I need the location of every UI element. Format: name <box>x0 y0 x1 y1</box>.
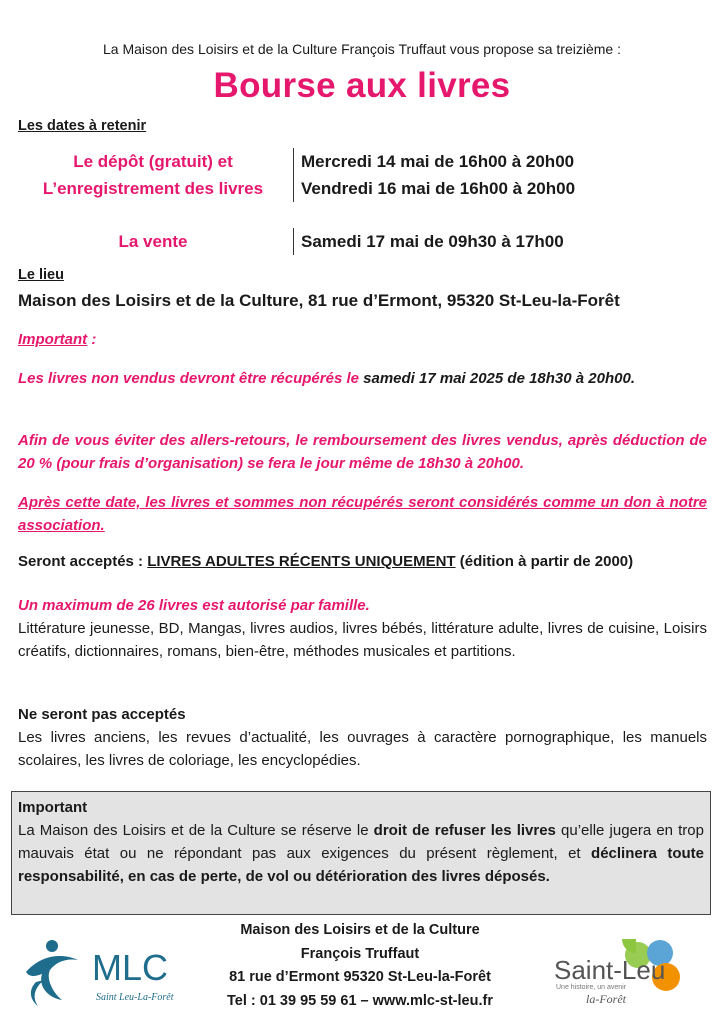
important-p1-date: samedi 17 mai 2025 de 18h30 à 20h00. <box>363 370 635 387</box>
important-p1 <box>18 367 707 390</box>
saint-leu-sub: la-Forêt <box>586 992 626 1006</box>
important-heading <box>18 328 707 351</box>
saint-leu-name: Saint-Leu <box>554 955 666 985</box>
accepted-value: LIVRES ADULTES RÉCENTS UNIQUEMENT <box>147 553 456 570</box>
notice-t1: La Maison des Loisirs et de la Culture se réserve le <box>18 822 374 839</box>
footer-contact <box>200 919 520 1013</box>
footer-line1: Maison des Loisirs et de la Culture <box>240 922 480 938</box>
notice-heading: Important <box>18 799 88 816</box>
mlc-sub: Saint Leu-La-Forêt <box>96 992 174 1003</box>
footer-line3: 81 rue d’Ermont 95320 St-Leu-la-Forêt <box>229 969 491 985</box>
important-p1-a: Les livres non vendus devront être récupérés le <box>18 370 364 387</box>
depot-label-line1: Le dépôt (gratuit) et <box>73 152 233 171</box>
important-heading-colon: : <box>87 331 97 348</box>
lieu-address: Maison des Loisirs et de la Culture, 81 rue d’Ermont, 95320 St-Leu-la-Forêt <box>18 291 620 310</box>
important-p2: Afin de vous éviter des allers-retours, le remboursement des livres vendus, après déduction de 20 % (pour frais d’organisation) se fera le jour même de 18h30 à 20h00. <box>18 432 707 472</box>
notice-b2: déclinera toute responsabilité, en cas de perte, de vol ou détérioration des livres déposés. <box>18 845 704 885</box>
accepted-line <box>18 553 633 570</box>
mlc-figure-icon <box>22 934 192 1010</box>
vente-date: Samedi 17 mai de 09h30 à 17h00 <box>293 228 564 255</box>
depot-label <box>18 148 288 202</box>
notice-text <box>18 819 704 888</box>
intro-text: La Maison des Loisirs et de la Culture François Truffaut vous propose sa treizième : <box>103 41 621 57</box>
accepted-list: Littérature jeunesse, BD, Mangas, livres audios, livres bébés, littérature adulte, livres de cuisine, Loisirs créatifs, dictionnaires, romans, bien-être, méthodes musicales et partitions. <box>18 620 707 660</box>
depot-date-2: Vendredi 16 mai de 16h00 à 20h00 <box>301 179 576 198</box>
footer-line2: François Truffaut <box>300 945 420 962</box>
depot-dates <box>293 148 575 202</box>
footer-line4: Tel : 01 39 95 59 61 – www.mlc-st-leu.fr <box>227 992 493 1009</box>
depot-date-1: Mercredi 14 mai de 16h00 à 20h00 <box>301 152 575 171</box>
refused-heading: Ne seront pas acceptés <box>18 706 186 723</box>
mlc-logo <box>22 934 192 1010</box>
accepted-note: (édition à partir de 2000) <box>455 553 634 570</box>
mlc-name: MLC <box>92 947 169 988</box>
accepted-max: Un maximum de 26 livres est autorisé par famille. <box>18 597 370 614</box>
saint-leu-tagline: Une histoire, un avenir <box>556 984 627 991</box>
vente-label: La vente <box>118 232 188 251</box>
notice-box <box>11 791 711 915</box>
depot-label-line2: L’enregistrement des livres <box>42 179 264 198</box>
saint-leu-logo <box>550 937 700 1013</box>
saint-leu-petals-icon <box>550 937 700 1013</box>
important-p3: Après cette date, les livres et sommes non récupérés seront considérés comme un don à notre association. <box>18 494 707 534</box>
notice-t2: qu’elle jugera en trop mauvais état ou ne répondant pas aux exigences du présent règlement, et <box>18 822 704 862</box>
important-heading-word: Important <box>18 331 88 348</box>
dates-heading: Les dates à retenir <box>18 118 147 134</box>
refused-list: Les livres anciens, les revues d’actualité, les ouvrages à caractère pornographique, les manuels scolaires, les livres de coloriage, les encyclopédies. <box>18 729 707 769</box>
lieu-heading: Le lieu <box>18 267 64 283</box>
notice-b1: droit de refuser les livres <box>373 822 556 839</box>
accepted-label: Seront acceptés : <box>18 553 148 570</box>
page-title: Bourse aux livres <box>213 66 511 105</box>
